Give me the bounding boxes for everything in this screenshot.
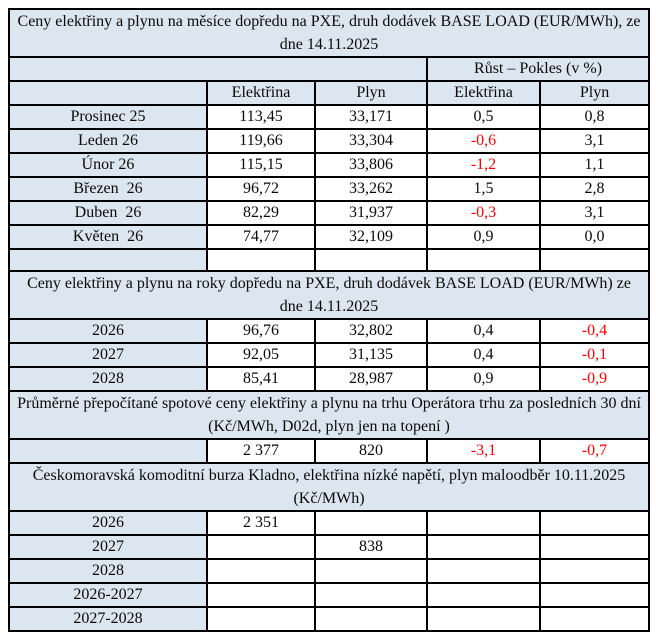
empty-cell [9, 57, 427, 81]
table-row [9, 271, 649, 319]
table-row [9, 225, 649, 249]
table-row [9, 201, 649, 225]
table-row [9, 177, 649, 201]
row-label: Únor 26 [9, 153, 207, 177]
cell-rust-elektrina [427, 607, 540, 631]
column-header-plyn: Plyn [315, 81, 427, 105]
cell-elektrina: 74,77 [207, 225, 315, 249]
cell-plyn [315, 511, 427, 535]
empty-cell [207, 249, 315, 271]
cell-elektrina [207, 535, 315, 559]
cell-elektrina: 119,66 [207, 129, 315, 153]
cell-rust-plyn: 3,1 [540, 129, 649, 153]
cell-elektrina: 96,76 [207, 319, 315, 343]
column-header-rust-plyn: Plyn [540, 81, 649, 105]
cell-rust-plyn [540, 583, 649, 607]
table-row [9, 607, 649, 631]
row-label: Duben 26 [9, 201, 207, 225]
cell-plyn: 33,171 [315, 105, 427, 129]
cell-rust-elektrina: 0,5 [427, 105, 540, 129]
section2-title: Ceny elektřiny a plynu na roky dopředu na PXE, druh dodávek BASE LOAD (EUR/MWh) ze dne 14.11.2025 [9, 271, 649, 319]
cell-rust-elektrina: 0,9 [427, 225, 540, 249]
row-label: 2026-2027 [9, 583, 207, 607]
cell-rust-plyn: -0,4 [540, 319, 649, 343]
cell-rust-plyn [540, 511, 649, 535]
cell-rust-plyn [540, 559, 649, 583]
cell-plyn: 33,806 [315, 153, 427, 177]
table-row [9, 9, 649, 57]
empty-cell [540, 249, 649, 271]
cell-rust-plyn: 3,1 [540, 201, 649, 225]
empty-cell [427, 249, 540, 271]
table-row [9, 343, 649, 367]
cell-rust-elektrina: -0,6 [427, 129, 540, 153]
row-label: 2028 [9, 559, 207, 583]
cell-plyn: 31,937 [315, 201, 427, 225]
cell-rust-elektrina [427, 559, 540, 583]
row-label: 2026 [9, 319, 207, 343]
table-row [9, 511, 649, 535]
cell-plyn: 838 [315, 535, 427, 559]
cell-rust-plyn [540, 535, 649, 559]
row-label: 2026 [9, 511, 207, 535]
cell-rust-elektrina: 0,4 [427, 319, 540, 343]
row-label: 2028 [9, 367, 207, 391]
cell-rust-elektrina [427, 511, 540, 535]
cell-rust-elektrina: -3,1 [427, 439, 540, 463]
empty-cell [315, 249, 427, 271]
price-table [8, 8, 650, 632]
table-row [9, 439, 649, 463]
cell-plyn [315, 607, 427, 631]
cell-rust-plyn [540, 607, 649, 631]
cell-rust-elektrina: -1,2 [427, 153, 540, 177]
table-row [9, 559, 649, 583]
row-label: 2027 [9, 343, 207, 367]
cell-elektrina [207, 559, 315, 583]
cell-rust-plyn: -0,9 [540, 367, 649, 391]
table-row [9, 249, 649, 271]
table-row [9, 391, 649, 439]
cell-elektrina: 115,15 [207, 153, 315, 177]
cell-elektrina: 113,45 [207, 105, 315, 129]
cell-plyn: 33,304 [315, 129, 427, 153]
table-row [9, 81, 649, 105]
table-row [9, 105, 649, 129]
column-header-elektrina: Elektřina [207, 81, 315, 105]
cell-plyn: 31,135 [315, 343, 427, 367]
growth-decline-header: Růst – Pokles (v %) [427, 57, 649, 81]
table-row [9, 319, 649, 343]
cell-rust-plyn: 0,0 [540, 225, 649, 249]
cell-elektrina: 2 377 [207, 439, 315, 463]
table-row [9, 535, 649, 559]
cell-rust-elektrina: 0,9 [427, 367, 540, 391]
cell-elektrina: 82,29 [207, 201, 315, 225]
row-label: Březen 26 [9, 177, 207, 201]
cell-elektrina [207, 583, 315, 607]
cell-rust-elektrina [427, 535, 540, 559]
empty-cell [9, 81, 207, 105]
cell-rust-elektrina: 0,4 [427, 343, 540, 367]
section4-title: Českomoravská komoditní burza Kladno, elektřina nízké napětí, plyn maloodběr 10.11.2025 (Kč/MWh) [9, 463, 649, 511]
section1-title: Ceny elektřiny a plynu na měsíce dopředu na PXE, druh dodávek BASE LOAD (EUR/MWh), ze dne 14.11.2025 [9, 9, 649, 57]
column-header-rust-elektrina: Elektřina [427, 81, 540, 105]
row-label: Prosinec 25 [9, 105, 207, 129]
cell-plyn [315, 559, 427, 583]
cell-plyn: 32,109 [315, 225, 427, 249]
cell-rust-elektrina [427, 583, 540, 607]
cell-rust-plyn: 2,8 [540, 177, 649, 201]
section3-title: Průměrné přepočítané spotové ceny elektřiny a plynu na trhu Operátora trhu za posledních 30 dní (Kč/MWh, D02d, plyn jen na topení ) [9, 391, 649, 439]
cell-plyn: 32,802 [315, 319, 427, 343]
row-label: 2027-2028 [9, 607, 207, 631]
cell-plyn: 33,262 [315, 177, 427, 201]
table-row [9, 367, 649, 391]
cell-plyn: 28,987 [315, 367, 427, 391]
cell-elektrina: 92,05 [207, 343, 315, 367]
cell-plyn: 820 [315, 439, 427, 463]
table-row [9, 583, 649, 607]
cell-elektrina: 85,41 [207, 367, 315, 391]
row-label: 2027 [9, 535, 207, 559]
table-row [9, 463, 649, 511]
cell-rust-plyn: 0,8 [540, 105, 649, 129]
cell-rust-plyn: -0,7 [540, 439, 649, 463]
cell-rust-plyn: 1,1 [540, 153, 649, 177]
table-row [9, 129, 649, 153]
cell-rust-elektrina: 1,5 [427, 177, 540, 201]
cell-rust-plyn: -0,1 [540, 343, 649, 367]
empty-cell [9, 249, 207, 271]
table-row [9, 57, 649, 81]
empty-cell [9, 439, 207, 463]
cell-elektrina: 96,72 [207, 177, 315, 201]
cell-rust-elektrina: -0,3 [427, 201, 540, 225]
cell-elektrina: 2 351 [207, 511, 315, 535]
table-row [9, 153, 649, 177]
cell-elektrina [207, 607, 315, 631]
row-label: Květen 26 [9, 225, 207, 249]
cell-plyn [315, 583, 427, 607]
row-label: Leden 26 [9, 129, 207, 153]
